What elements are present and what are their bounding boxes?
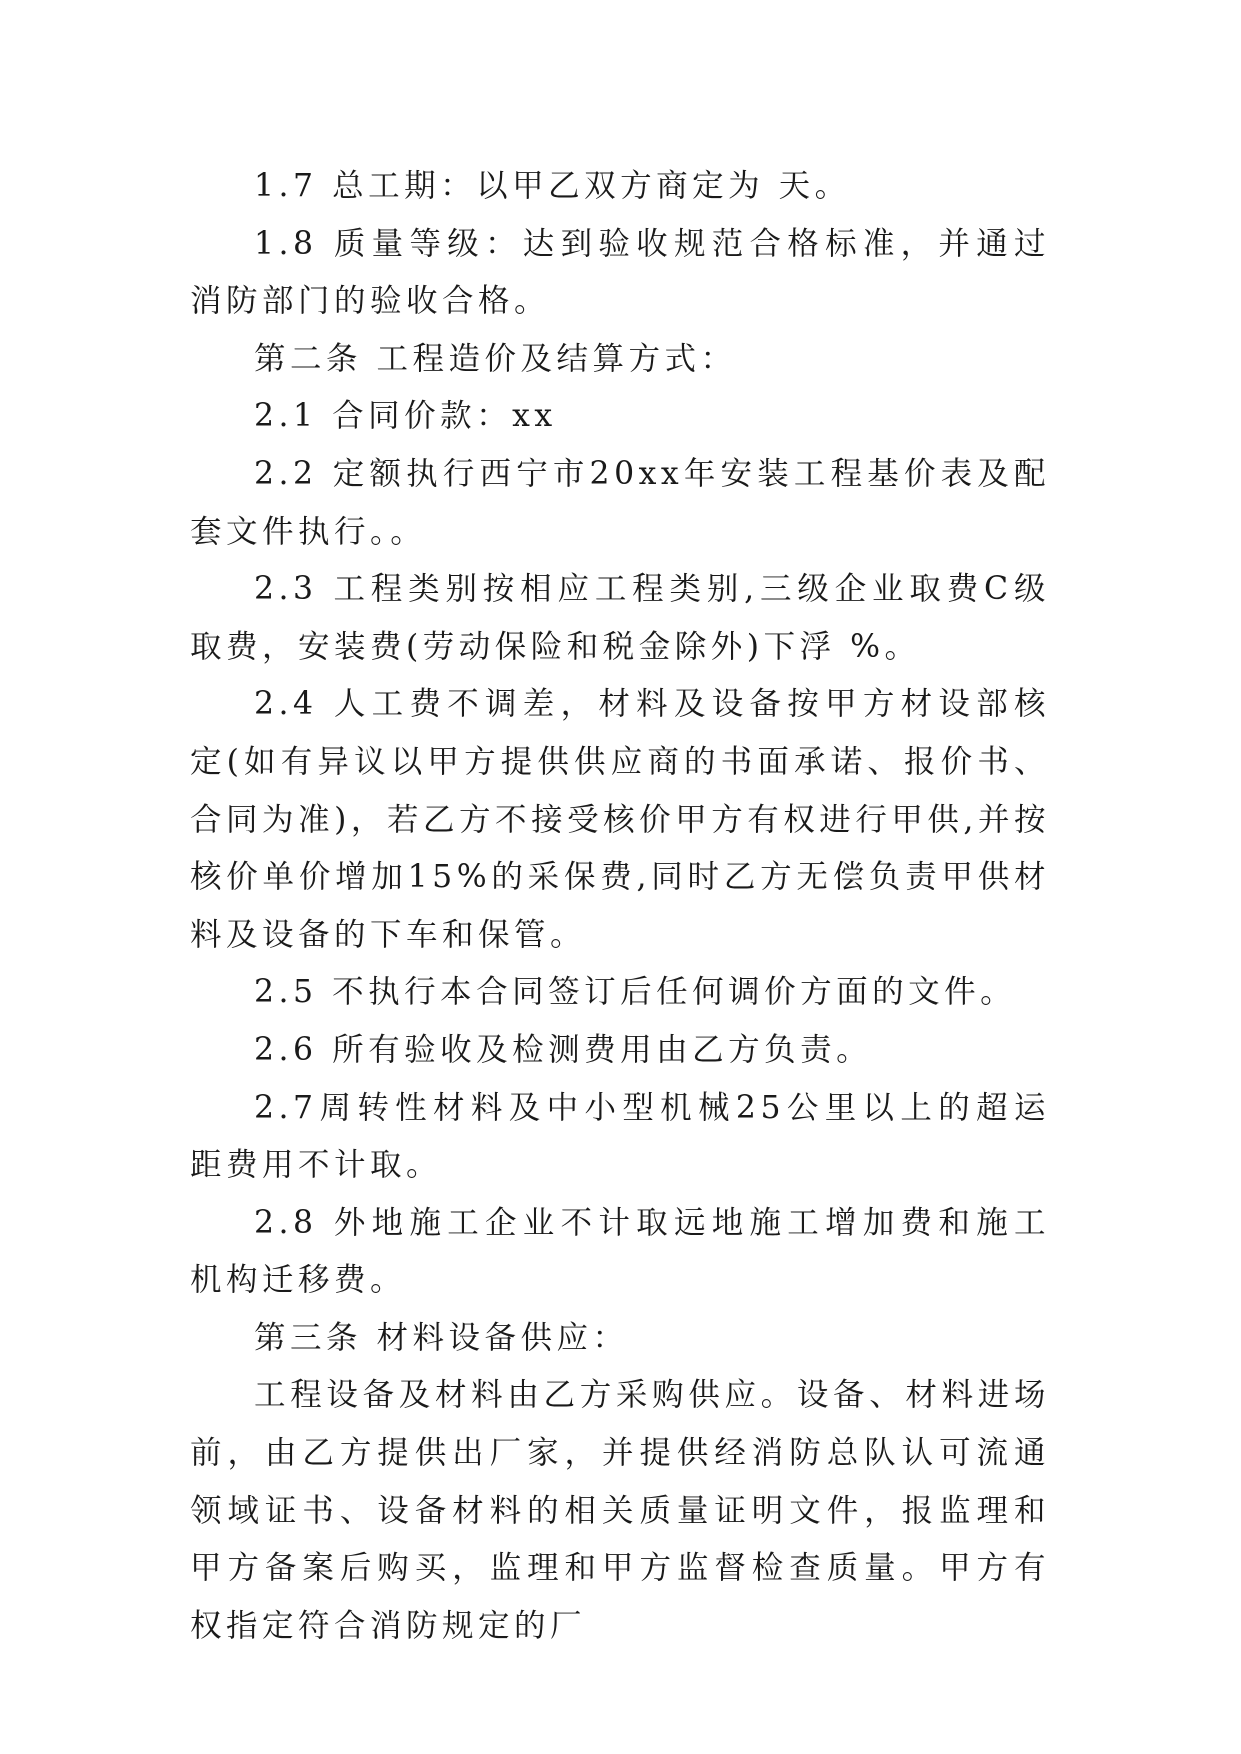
paragraph-total-duration: 1.7 总工期：以甲乙双方商定为 天。	[254, 168, 851, 204]
paragraph-transport-fees: 2.7周转性材料及中小型机械25公里以上的超运距费用不计取。	[190, 1089, 1050, 1184]
paragraph-material-supply: 工程设备及材料由乙方采购供应。设备、材料进场前，由乙方提供出厂家，并提供经消防总队认可流通领域证书、设备材料的相关质量证明文件，报监理和甲方备案后购买，监理和甲方监督检查质量。甲方有权指定符合消防规定的厂	[190, 1377, 1050, 1644]
section-heading-article-2: 第二条 工程造价及结算方式：	[254, 340, 737, 377]
paragraph-labor-materials: 2.4 人工费不调差，材料及设备按甲方材设部核定(如有异议以甲方提供供应商的书面承诺、报价书、合同为准)，若乙方不接受核价甲方有权进行甲供,并按核价单价增加15%的采保费,同时乙方无偿负责甲供材料及设备的下车和保管。	[190, 686, 1050, 953]
paragraph-no-price-adjust: 2.5 不执行本合同签订后任何调价方面的文件。	[254, 974, 1017, 1011]
paragraph-remote-construction: 2.8 外地施工企业不计取远地施工增加费和施工机构迁移费。	[190, 1204, 1050, 1299]
paragraph-project-category: 2.3 工程类别按相应工程类别,三级企业取费C级取费，安装费(劳动保险和税金除外)下浮 %。	[190, 571, 1050, 665]
document-body	[190, 158, 1050, 1655]
paragraph-contract-price: 2.1 合同价款：xx	[254, 398, 557, 435]
paragraph-quality-level: 1.8 质量等级：达到验收规范合格标准，并通过消防部门的验收合格。	[190, 225, 1050, 320]
section-heading-article-3: 第三条 材料设备供应：	[254, 1319, 629, 1356]
paragraph-quota: 2.2 定额执行西宁市20xx年安装工程基价表及配套文件执行。。	[190, 455, 1050, 550]
paragraph-inspection-fees: 2.6 所有验收及检测费用由乙方负责。	[254, 1031, 873, 1068]
